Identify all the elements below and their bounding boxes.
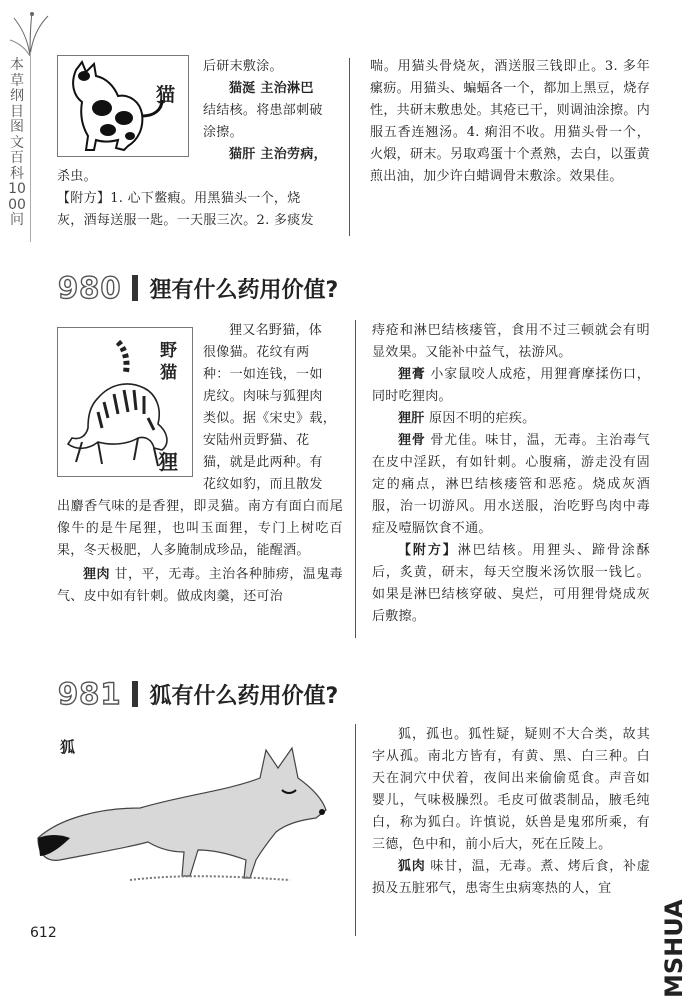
paragraph: 出麝香气味的是香狸，即灵猫。南方有面白而尾像牛的是牛尾狸，也叫玉面狸，专门上树吃百果，冬天极肥，人多腌制成珍品，能醒酒。: [57, 499, 343, 558]
wildcat-glyph-bottom: 狸: [158, 450, 178, 474]
watermark: [652, 880, 692, 1000]
fox-icon: [30, 738, 340, 888]
wildcat-illustration: [57, 327, 193, 477]
text-line: 安陆州贡野猫、花: [203, 433, 310, 448]
text-line: 杀虫。: [57, 169, 97, 184]
text-line: 猫肝 主治劳病，: [229, 147, 327, 162]
term-label: 狸骨: [398, 433, 426, 448]
q980-intro: [203, 320, 343, 496]
page-number: 612: [30, 925, 57, 941]
text-line: 猫，就是此两种。有: [203, 455, 323, 470]
term-text: 小家鼠咬人成疮，用狸膏摩揉伤口，同时吃狸肉。: [372, 367, 650, 404]
paragraph: [372, 408, 650, 430]
question-heading: [58, 268, 338, 308]
cat-text-full: [57, 166, 340, 232]
text-line: 后研末敷涂。: [203, 59, 283, 74]
q980-left-body: [57, 496, 343, 608]
column-divider: [349, 58, 350, 236]
text-line: 虎纹。肉味与狐狸肉: [203, 389, 323, 404]
question-heading: [58, 674, 338, 714]
column-divider: [355, 320, 356, 638]
paragraph: 喘。用猫头骨烧灰，酒送服三钱即止。3. 多年瘰疬。用猫头、蝙蝠各一个，都加上黑豆，烧存性，共研末敷患处。其疮已干，则调油涂擦。内服五香连翘汤。4. 痢泪不收。用猫头骨一个，火煅，研末。另取鸡蛋十个煮熟，去白，以蛋黄煎出油，加少许白蜡调骨末敷涂。效果佳。: [370, 59, 650, 184]
term-label: 【附方】: [398, 543, 458, 558]
term-text: 味甘，温，无毒。煮、烤后食，补虚损及五脏邪气，患寄生虫病寒热的人，宜: [372, 859, 650, 896]
fox-image-label: 狐: [60, 738, 76, 756]
term-text: 骨尤佳。味甘，温，无毒。主治毒气在皮中淫跃，有如针刺。心腹痛，游走没有固定的痛点，淋巴结核瘘管和恶疮。烧成灰酒服，治一切游风。用水送服，治吃野鸟肉中毒症及噎膈饮食不通。: [372, 433, 650, 536]
heading-bar: [132, 681, 138, 707]
text-line: 【附方】1. 心下鳖瘕。用黑猫头一个，烧: [57, 191, 301, 206]
term-text: 原因不明的疟疾。: [424, 411, 536, 426]
text-line: 灰，酒每送服一匙。一天服三次。2. 多痰发: [57, 213, 314, 228]
question-number: 981: [58, 677, 122, 711]
text-line: 猫涎 主治淋巴: [229, 81, 314, 96]
book-side-title: 本草纲目图文百科1000问: [8, 57, 26, 228]
term-label: 狸膏: [398, 367, 426, 382]
term-text: 淋巴结核。用狸头、蹄骨涂酥后，炙黄，研末，每天空腹米汤饮服一钱匕。如果是淋巴结核穿破、臭烂，可用狸骨烧成灰后敷擦。: [372, 543, 651, 624]
cat-illustration: [57, 55, 189, 157]
text-line: 结结核。将患部刺破: [203, 103, 323, 118]
paragraph: 痔疮和淋巴结核瘘管，食用不过三顿就会有明显效果。又能补中益气，祛游风。: [372, 323, 650, 360]
wildcat-glyph-mid: 猫: [160, 363, 177, 383]
term-label: 狸肉: [83, 567, 110, 582]
text-line: 很像猫。花纹有两: [203, 345, 310, 360]
term-label: 狐肉: [398, 859, 426, 874]
paragraph: [372, 430, 650, 540]
text-line: 涂擦。: [203, 125, 243, 140]
paragraph: [57, 564, 343, 608]
paragraph: 狐，孤也。狐性疑，疑则不大合类，故其字从孤。南北方皆有，有黄、黑、白三种。白天在洞穴中伏着，夜间出来偷偷觅食。声音如婴儿，气味极臊烈。毛皮可做裘制品，腋毛纯白，称为狐白。许慎说，妖兽是鬼邪所乘，有三德，色中和，前小后大，死在丘陵上。: [372, 727, 650, 852]
heading-bar: [132, 275, 138, 301]
text-line: 种：一如连钱，一如: [203, 367, 323, 382]
watermark-text: MSHUA: [660, 899, 688, 998]
paragraph: [372, 364, 650, 408]
cat-glyph: 猫: [156, 84, 176, 106]
paragraph: [372, 540, 650, 628]
text-line: 狸又名野猫，体: [229, 323, 323, 338]
paragraph: [372, 856, 650, 900]
column-divider: [355, 724, 356, 936]
q980-right-body: [372, 320, 650, 628]
text-line: 类似。据《宋史》载，: [203, 411, 337, 426]
question-title: 狐有什么药用价值?: [149, 683, 339, 709]
question-title: 狸有什么药用价值?: [149, 277, 339, 303]
question-number: 980: [58, 271, 122, 305]
orchid-decoration: [8, 10, 52, 58]
margin-rule: [30, 52, 31, 242]
q981-right-body: [372, 724, 650, 900]
term-text: 甘，平，无毒。主治各种肺痨，温鬼毒气、皮中如有针刺。做成肉羹，还可治: [57, 567, 343, 604]
wildcat-glyph-top: 野: [160, 341, 177, 361]
cat-text-right-column: [370, 56, 650, 188]
cat-text-right: [203, 56, 340, 166]
term-label: 狸肝: [398, 411, 425, 426]
text-line: 花纹如豹，而且散发: [203, 477, 323, 492]
